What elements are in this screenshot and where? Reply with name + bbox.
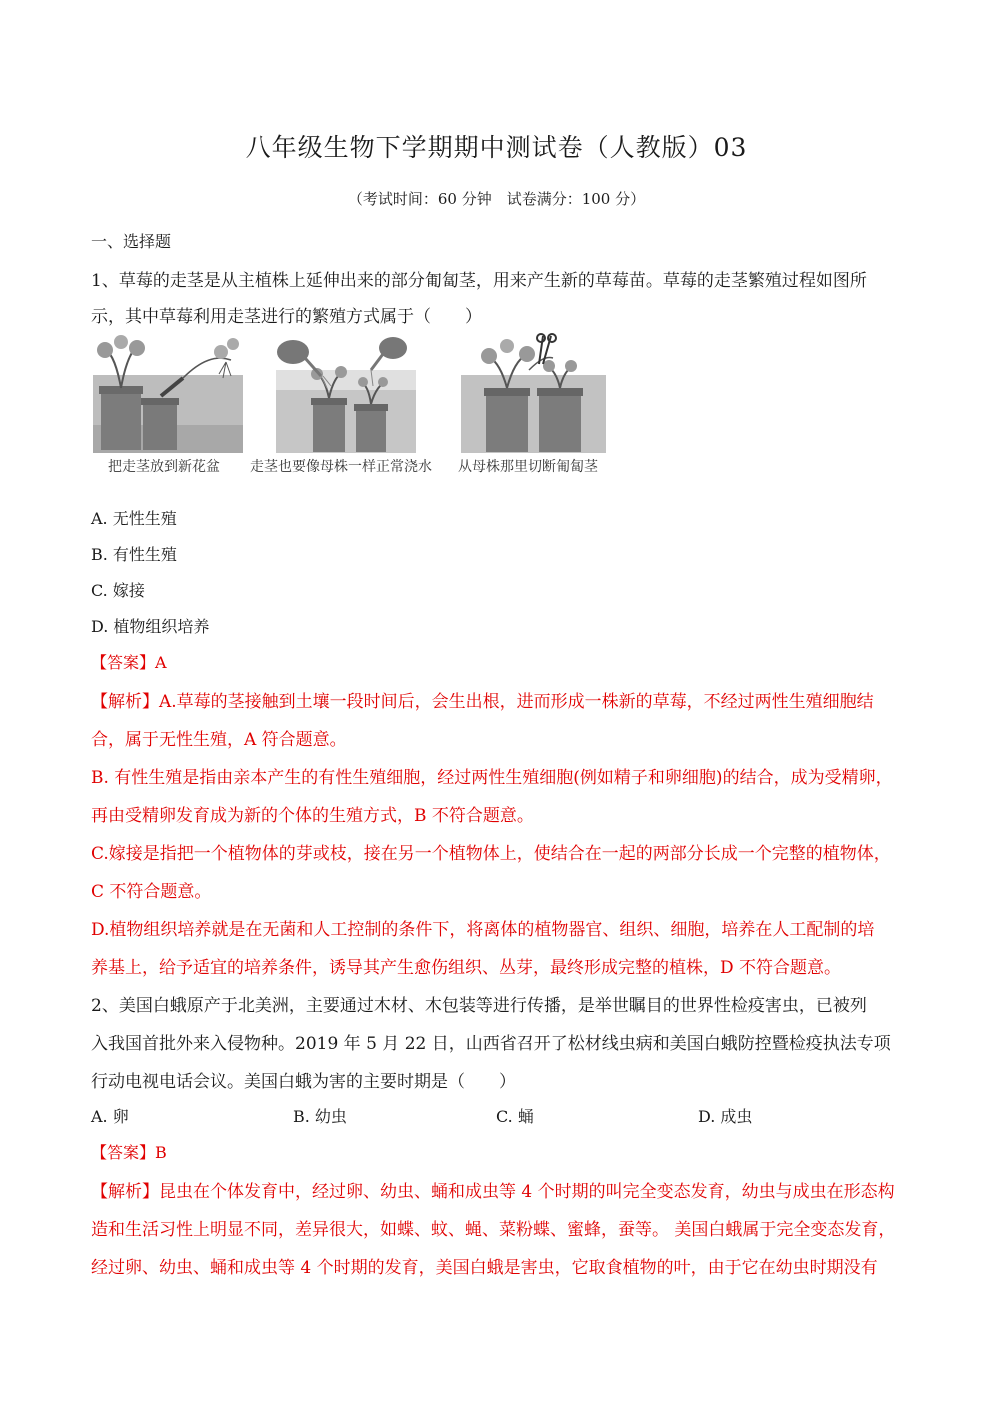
figure-panel-3 <box>461 334 606 453</box>
q2-stem-line-2: 入我国首批外来入侵物种。2019 年 5 月 22 日，山西省召开了松材线虫病和美国白蛾防控暨检疫执法专项 <box>91 1034 891 1054</box>
figure-panel-1 <box>93 335 243 453</box>
q2-option-b: B. 幼虫 <box>293 1107 347 1126</box>
q1-analysis-line: C.嫁接是指把一个植物体的芽或枝，接在另一个植物体上，使结合在一起的两部分长成一个完整的植物体， <box>91 844 891 864</box>
q1-analysis-line: 合，属于无性生殖，A 符合题意。 <box>91 730 347 750</box>
q2-option-c: C. 蛹 <box>496 1107 534 1126</box>
q1-option-b: B. 有性生殖 <box>91 545 177 564</box>
page-subtitle: （考试时间：60 分钟 试卷满分：100 分） <box>347 190 646 208</box>
q1-option-a: A. 无性生殖 <box>91 509 177 528</box>
q1-analysis-line: 养基上，给予适宜的培养条件，诱导其产生愈伤组织、丛芽，最终形成完整的植株，D 不符合题意。 <box>91 958 842 978</box>
q1-analysis-line: C 不符合题意。 <box>91 882 212 902</box>
q2-option-a: A. 卵 <box>91 1107 129 1126</box>
figure-caption-3: 从母株那里切断匍匐茎 <box>458 459 598 475</box>
q1-analysis-line: B. 有性生殖是指由亲本产生的有性生殖细胞，经过两性生殖细胞(例如精子和卵细胞)的结合，成为受精卵， <box>91 768 893 788</box>
page-title: 八年级生物下学期期中测试卷（人教版）03 <box>245 133 748 162</box>
q2-answer: 【答案】B <box>91 1143 167 1162</box>
q2-stem-line-1: 2、美国白蛾原产于北美洲，主要通过木材、木包装等进行传播，是举世瞩目的世界性检疫害虫，已被列 <box>91 996 867 1016</box>
q2-analysis-line: 【解析】昆虫在个体发育中，经过卵、幼虫、蛹和成虫等 4 个时期的叫完全变态发育，幼虫与成虫在形态构 <box>91 1182 895 1202</box>
q1-analysis-line: 【解析】A.草莓的茎接触到土壤一段时间后，会生出根，进而形成一株新的草莓，不经过两性生殖细胞结 <box>91 692 874 712</box>
q2-option-d: D. 成虫 <box>698 1107 753 1126</box>
figure-panel-2 <box>276 337 416 453</box>
q2-analysis-line: 经过卵、幼虫、蛹和成虫等 4 个时期的发育，美国白蛾是害虫，它取食植物的叶，由于它在幼虫时期没有 <box>91 1258 878 1278</box>
q1-stem-line-1: 1、草莓的走茎是从主植株上延伸出来的部分匍匐茎，用来产生新的草莓苗。草莓的走茎繁殖过程如图所 <box>91 271 867 291</box>
q2-stem-line-3: 行动电视电话会议。美国白蛾为害的主要时期是（ ） <box>91 1072 516 1092</box>
q1-option-c: C. 嫁接 <box>91 581 145 600</box>
q1-answer: 【答案】A <box>91 653 167 672</box>
q2-analysis-line: 造和生活习性上明显不同，差异很大，如蝶、蚊、蝇、菜粉蝶、蜜蜂，蚕等。 美国白蛾属于完全变态发育， <box>91 1220 896 1240</box>
q1-stem-line-2: 示，其中草莓利用走茎进行的繁殖方式属于（ ） <box>91 307 482 327</box>
figure-caption-2: 走茎也要像母株一样正常浇水 <box>250 459 432 475</box>
section-heading: 一、选择题 <box>91 232 172 251</box>
q1-analysis-line: 再由受精卵发育成为新的个体的生殖方式，B 不符合题意。 <box>91 806 534 826</box>
q1-option-d: D. 植物组织培养 <box>91 617 210 636</box>
q1-analysis-line: D.植物组织培养就是在无菌和人工控制的条件下，将离体的植物器官、组织、细胞，培养在人工配制的培 <box>91 920 875 940</box>
figure-caption-1: 把走茎放到新花盆 <box>108 459 220 475</box>
